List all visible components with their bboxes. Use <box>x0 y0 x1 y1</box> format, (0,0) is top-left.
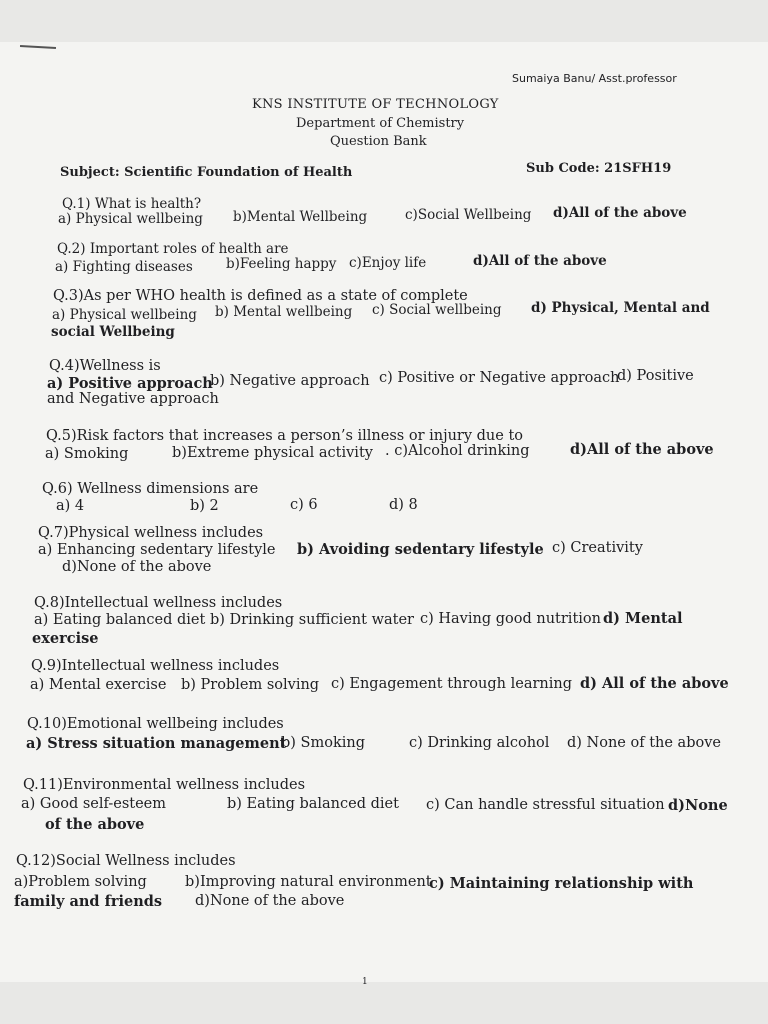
q8-option-b: b) Drinking sufficient water <box>210 612 414 628</box>
q11-option-d-cont: of the above <box>45 816 145 833</box>
q6-option-b: b) 2 <box>190 498 219 514</box>
q1-option-c: c)Social Wellbeing <box>405 207 532 223</box>
q9-option-c: c) Engagement through learning <box>331 676 572 692</box>
q4-option-a: a) Positive approach <box>47 375 213 392</box>
question-2: Q.2) Important roles of health are <box>57 241 289 257</box>
institute-name: KNS INSTITUTE OF TECHNOLOGY <box>252 97 499 112</box>
q10-option-b: b) Smoking <box>281 735 366 751</box>
q5-option-c: . c)Alcohol drinking <box>385 443 530 459</box>
department-name: Department of Chemistry <box>296 116 465 131</box>
q4-option-d-cont: and Negative approach <box>47 391 219 407</box>
q2-option-a: a) Fighting diseases <box>55 259 193 275</box>
q8-option-a: a) Eating balanced diet <box>34 612 206 628</box>
q7-option-d: d)None of the above <box>62 559 212 575</box>
q7-option-c: c) Creativity <box>552 540 643 556</box>
question-7: Q.7)Physical wellness includes <box>38 525 264 541</box>
q5-option-a: a) Smoking <box>45 446 129 462</box>
question-11: Q.11)Environmental wellness includes <box>23 777 306 793</box>
q8-option-d: d) Mental <box>603 610 683 627</box>
question-12: Q.12)Social Wellness includes <box>16 853 236 869</box>
q9-option-b: b) Problem solving <box>181 677 320 693</box>
q6-option-c: c) 6 <box>290 497 318 513</box>
q8-option-d-cont: exercise <box>32 630 99 647</box>
q3-option-d-cont: social Wellbeing <box>51 324 175 340</box>
q11-option-b: b) Eating balanced diet <box>227 796 399 812</box>
q3-option-d: d) Physical, Mental and <box>531 300 710 316</box>
q12-option-d: d)None of the above <box>195 893 345 909</box>
q7-option-b: b) Avoiding sedentary lifestyle <box>297 541 544 558</box>
question-1: Q.1) What is health? <box>62 196 202 212</box>
q2-option-b: b)Feeling happy <box>226 256 337 272</box>
q7-option-a: a) Enhancing sedentary lifestyle <box>38 542 276 558</box>
q8-option-c: c) Having good nutrition <box>420 611 601 627</box>
q12-option-b: b)Improving natural environment <box>185 874 432 890</box>
sub-code: Sub Code: 21SFH19 <box>526 161 672 176</box>
q10-option-a: a) Stress situation management <box>26 735 287 752</box>
question-9: Q.9)Intellectual wellness includes <box>31 658 280 674</box>
q9-option-a: a) Mental exercise <box>30 677 167 693</box>
q4-option-b: b) Negative approach <box>210 373 370 389</box>
q10-option-d: d) None of the above <box>567 735 721 751</box>
subject-line: Subject: Scientific Foundation of Health <box>60 165 353 180</box>
q5-option-b: b)Extreme physical activity <box>172 445 373 461</box>
q9-option-d: d) All of the above <box>580 675 729 692</box>
author-line: Sumaiya Banu/ Asst.professor <box>512 72 677 85</box>
question-8: Q.8)Intellectual wellness includes <box>34 595 283 611</box>
question-bank-page <box>0 42 768 982</box>
q1-option-a: a) Physical wellbeing <box>58 211 203 227</box>
q2-option-c: c)Enjoy life <box>349 255 427 271</box>
q12-option-a: a)Problem solving <box>14 874 147 890</box>
question-3: Q.3)As per WHO health is defined as a state of complete <box>53 288 468 304</box>
q11-option-d: d)None <box>668 797 728 814</box>
question-10: Q.10)Emotional wellbeing includes <box>27 716 284 732</box>
q10-option-c: c) Drinking alcohol <box>409 735 550 751</box>
q12-option-c: c) Maintaining relationship with <box>429 875 694 892</box>
q2-option-d: d)All of the above <box>473 253 607 269</box>
q6-option-d: d) 8 <box>389 497 418 513</box>
q4-option-c: c) Positive or Negative approach <box>379 370 620 386</box>
doc-type: Question Bank <box>330 134 427 149</box>
q3-option-c: c) Social wellbeing <box>372 302 502 318</box>
question-5: Q.5)Risk factors that increases a person’s illness or injury due to <box>46 428 524 444</box>
question-6: Q.6) Wellness dimensions are <box>42 481 259 497</box>
page-number: 1 <box>362 977 368 987</box>
q3-option-a: a) Physical wellbeing <box>52 307 197 323</box>
q1-option-d: d)All of the above <box>553 205 687 221</box>
q11-option-c: c) Can handle stressful situation <box>426 797 665 813</box>
q5-option-d: d)All of the above <box>570 441 714 458</box>
q1-option-b: b)Mental Wellbeing <box>233 209 368 225</box>
question-4: Q.4)Wellness is <box>49 358 161 374</box>
q3-option-b: b) Mental wellbeing <box>215 304 353 320</box>
q4-option-d: d) Positive <box>617 368 694 384</box>
q11-option-a: a) Good self-esteem <box>21 796 167 812</box>
q12-option-c-cont: family and friends <box>14 893 163 910</box>
q6-option-a: a) 4 <box>56 498 85 514</box>
